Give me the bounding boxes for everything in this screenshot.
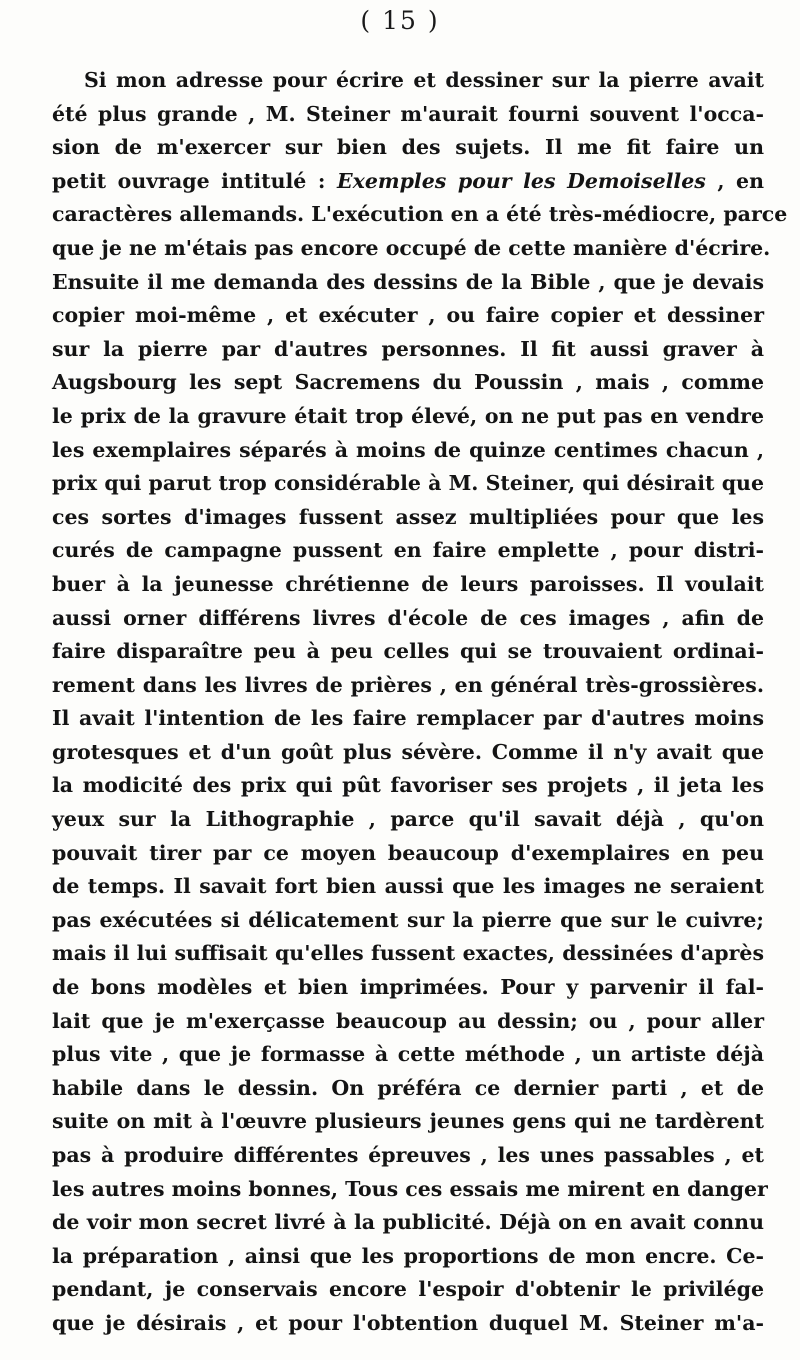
text-line-32: suite on mit à l'œuvre plusieurs jeunes gens qui ne tardèrent bbox=[52, 1109, 764, 1134]
text-line-16: buer à la jeunesse chrétienne de leurs paroisses. Il voulait bbox=[52, 571, 764, 596]
text-line-21: grotesques et d'un goût plus sévère. Comme il n'y avait que bbox=[52, 739, 764, 764]
text-line-8: copier moi-même , et exécuter , ou faire copier et dessiner bbox=[52, 303, 764, 328]
text-line-12: les exemplaires séparés à moins de quinze centimes chacun , bbox=[52, 437, 764, 462]
text-line-29: lait que je m'exerçasse beaucoup au dessin; ou , pour aller bbox=[52, 1008, 764, 1033]
body-text bbox=[52, 64, 788, 1341]
text-line-26: pas exécutées si délicatement sur la pierre que sur le cuivre; bbox=[52, 907, 764, 932]
text-line-3: sion de m'exercer sur bien des sujets. Il me fit faire un bbox=[52, 135, 764, 160]
text-line-15: curés de campagne pussent en faire emplette , pour distri- bbox=[52, 538, 764, 563]
book-title-italic: Exemples pour les Demoiselles bbox=[337, 168, 706, 193]
text-line-31: habile dans le dessin. On préféra ce dernier parti , et de bbox=[52, 1075, 764, 1100]
text-line-33: pas à produire différentes épreuves , les unes passables , et bbox=[52, 1143, 764, 1167]
text-line-34: les autres moins bonnes, Tous ces essais me mirent en danger bbox=[52, 1176, 768, 1201]
text-line-2: été plus grande , M. Steiner m'aurait fourni souvent l'occa- bbox=[52, 101, 764, 126]
text-line-38: que je désirais , et pour l'obtention duquel M. Steiner m'a- bbox=[52, 1310, 764, 1335]
text-line-1: Si mon adresse pour écrire et dessiner sur la pierre avait bbox=[84, 68, 764, 92]
text-line-13: prix qui parut trop considérable à M. Steiner, qui désirait que bbox=[52, 471, 764, 496]
text-line-4 bbox=[52, 165, 764, 199]
text-line-17: aussi orner différens livres d'école de ces images , afin de bbox=[52, 605, 764, 630]
text-line-35: de voir mon secret livré à la publicité. Déjà on en avait connu bbox=[52, 1210, 764, 1235]
text-line-14: ces sortes d'images fussent assez multipliées pour que les bbox=[52, 504, 764, 529]
text-line-6: que je ne m'étais pas encore occupé de cette manière d'écrire. bbox=[52, 235, 771, 260]
text-line-7: Ensuite il me demanda des dessins de la Bible , que je devais bbox=[52, 269, 764, 294]
text-line-20: Il avait l'intention de les faire remplacer par d'autres moins bbox=[52, 706, 764, 731]
text-line-9: sur la pierre par d'autres personnes. Il fit aussi graver à bbox=[52, 336, 764, 361]
text-line-19: rement dans les livres de prières , en général très-grossières. bbox=[52, 672, 764, 697]
text-line-30: plus vite , que je formasse à cette méthode , un artiste déjà bbox=[52, 1042, 764, 1067]
text-line-22: la modicité des prix qui pût favoriser ses projets , il jeta les bbox=[52, 773, 764, 798]
text-line-4-before: petit ouvrage intitulé : bbox=[52, 168, 338, 193]
text-line-11: le prix de la gravure était trop élevé, on ne put pas en vendre bbox=[52, 403, 764, 428]
text-line-36: la préparation , ainsi que les proportions de mon encre. Ce- bbox=[52, 1243, 764, 1268]
text-line-23: yeux sur la Lithographie , parce qu'il savait déjà , qu'on bbox=[52, 807, 764, 832]
text-line-5: caractères allemands. L'exécution en a été très-médiocre, parce bbox=[52, 202, 788, 227]
page-number: ( 15 ) bbox=[360, 6, 440, 35]
text-line-25: de temps. Il savait fort bien aussi que les images ne seraient bbox=[52, 874, 764, 899]
text-line-10: Augsbourg les sept Sacremens du Poussin , mais , comme bbox=[52, 370, 764, 395]
text-line-37: pendant, je conservais encore l'espoir d'obtenir le privilége bbox=[52, 1277, 764, 1302]
text-line-4-after: , en bbox=[705, 168, 765, 193]
text-line-27: mais il lui suffisait qu'elles fussent exactes, dessinées d'après bbox=[52, 941, 764, 966]
text-line-24: pouvait tirer par ce moyen beaucoup d'exemplaires en peu bbox=[52, 840, 764, 865]
text-line-18: faire disparaître peu à peu celles qui se trouvaient ordinai- bbox=[52, 639, 764, 664]
text-line-28: de bons modèles et bien imprimées. Pour y parvenir il fal- bbox=[52, 975, 764, 1000]
